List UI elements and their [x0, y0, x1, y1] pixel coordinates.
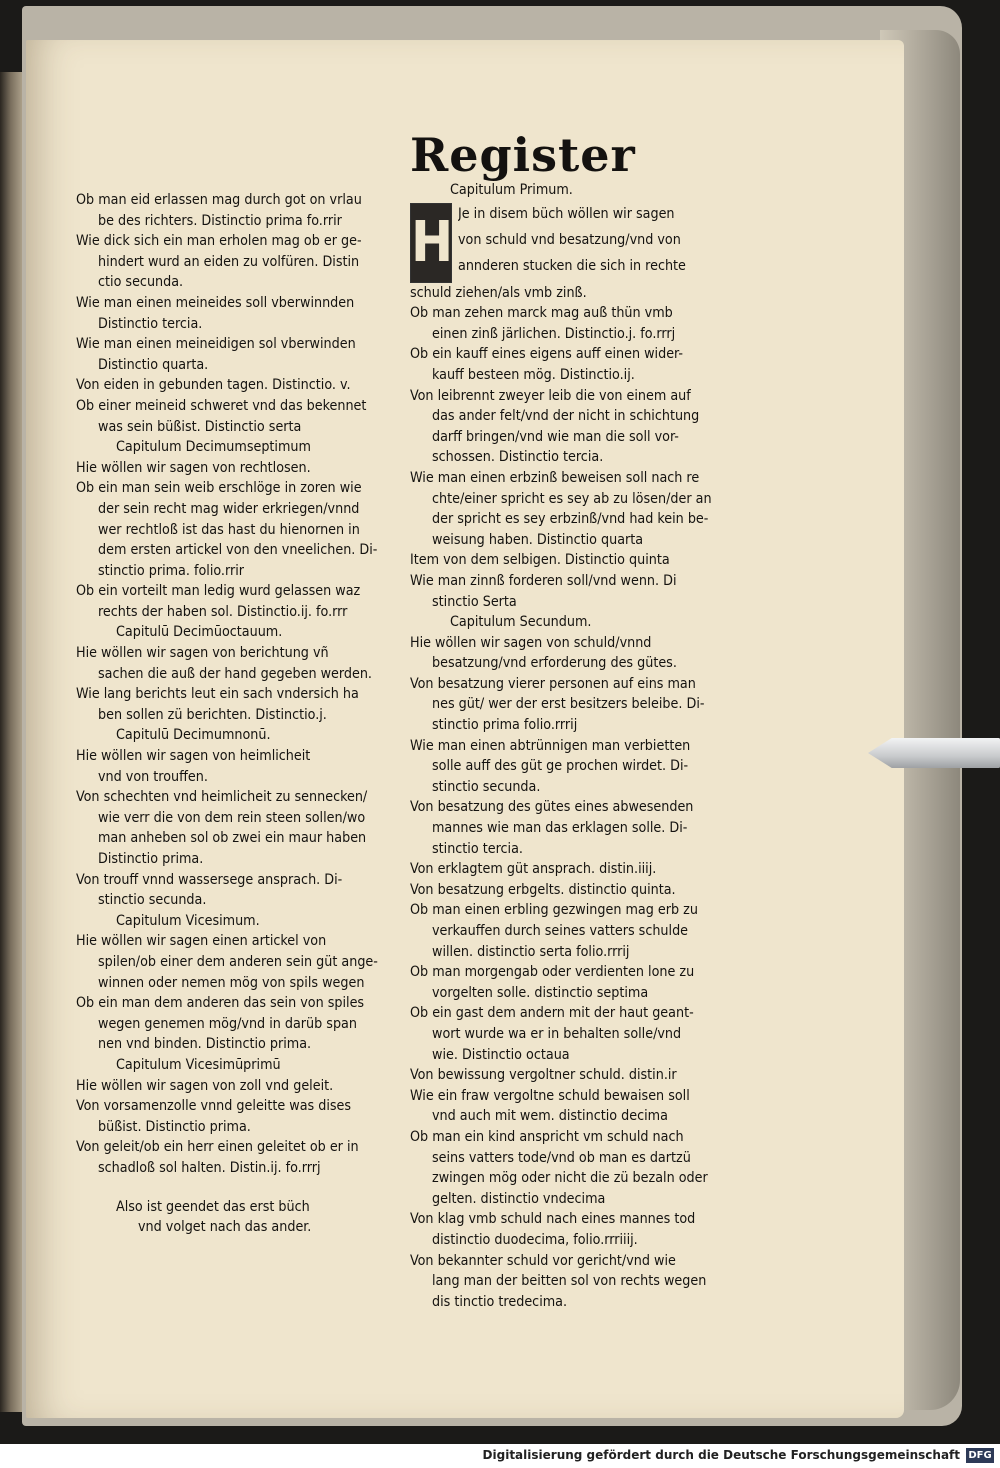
- register-line: Hie wöllen wir sagen von heimlicheit: [76, 748, 311, 765]
- closing-line: Also ist geendet das erst büch: [116, 1198, 310, 1215]
- chapter-heading: Capitulū Decimūoctauum.: [116, 624, 283, 641]
- footer-credit: Digitalisierung gefördert durch die Deutsche Forschungsgemeinschaft: [482, 1448, 960, 1462]
- register-line: stinctio prima. folio.rrir: [98, 562, 245, 579]
- register-line: Wie ein fraw vergoltne schuld bewaisen soll: [410, 1087, 690, 1104]
- register-line: Item von dem selbigen. Distinctio quinta: [410, 552, 670, 569]
- intro-lines: [410, 201, 730, 279]
- register-line: das ander felt/vnd der nicht in schichtung: [432, 408, 700, 425]
- register-line: Ob ein man sein weib erschlöge in zoren wie: [76, 480, 362, 497]
- register-line: weisung haben. Distinctio quarta: [432, 531, 644, 548]
- register-line: Distinctio tercia.: [98, 315, 203, 332]
- closing-line: vnd volget nach das ander.: [138, 1219, 312, 1236]
- register-line: dem ersten artickel von den vneelichen. Di-: [98, 542, 378, 559]
- register-line: stinctio prima folio.rrrij: [432, 717, 578, 734]
- register-line: darff bringen/vnd wie man die soll vor-: [432, 428, 679, 445]
- right-lines: [410, 283, 730, 1313]
- register-line: Von besatzung erbgelts. distinctio quinta.: [410, 881, 676, 898]
- register-line: Von leibrennt zweyer leib die von einem auf: [410, 387, 691, 404]
- register-line: Distinctio quarta.: [98, 356, 209, 373]
- register-line: vnd auch mit wem. distinctio decima: [432, 1108, 668, 1125]
- register-line: Ob ein vorteilt man ledig wurd gelassen waz: [76, 583, 361, 600]
- register-line: wort wurde wa er in behalten solle/vnd: [432, 1025, 682, 1042]
- intro-line: annderen stucken die sich in rechte: [458, 257, 686, 274]
- chapter-heading: Capitulum Secundum.: [450, 614, 592, 631]
- register-line: ctio secunda.: [98, 274, 184, 291]
- closing-note: [76, 1197, 398, 1238]
- register-line: be des richters. Distinctio prima fo.rrir: [98, 212, 342, 229]
- register-line: Ob man zehen marck mag auß thün vmb: [410, 305, 673, 322]
- register-line: Hie wöllen wir sagen von rechtlosen.: [76, 459, 311, 476]
- register-line: zwingen mög oder nicht die zü bezaln oder: [432, 1170, 708, 1187]
- register-line: Ob man einen erbling gezwingen mag erb zu: [410, 902, 698, 919]
- register-line: schadloß sol halten. Distin.ij. fo.rrrj: [98, 1159, 321, 1176]
- register-line: seins vatters tode/vnd ob man es dartzü: [432, 1149, 691, 1166]
- register-line: Wie man einen abtrünnigen man verbietten: [410, 737, 691, 754]
- register-line: winnen oder nemen mög von spils wegen: [98, 974, 365, 991]
- register-line: Ob man morgengab oder verdienten lone zu: [410, 964, 695, 981]
- register-line: Wie dick sich ein man erholen mag ob er ge-: [76, 233, 362, 250]
- register-line: Hie wöllen wir sagen von zoll vnd geleit.: [76, 1077, 334, 1094]
- register-line: Von besatzung des gütes eines abwesenden: [410, 799, 694, 816]
- footer-bar: [0, 1444, 1000, 1468]
- register-line: hindert wurd an eiden zu volfüren. Distin: [98, 253, 360, 270]
- register-line: der sein recht mag wider erkriegen/vnnd: [98, 500, 360, 517]
- register-line: Von besatzung vierer personen auf eins man: [410, 675, 696, 692]
- page-marker-pointer: [868, 738, 1000, 768]
- register-line: Wie man einen erbzinß beweisen soll nach re: [410, 469, 700, 486]
- register-line: distinctio duodecima, folio.rrriiij.: [432, 1231, 638, 1248]
- intro-line: von schuld vnd besatzung/vnd von: [458, 231, 681, 248]
- chapter-heading: Capitulum Vicesimum.: [116, 912, 260, 929]
- register-line: verkauffen durch seines vatters schulde: [432, 923, 689, 939]
- register-line: sachen die auß der hand gegeben werden.: [98, 665, 372, 682]
- register-line: der spricht es sey erbzinß/vnd had kein be-: [432, 511, 709, 528]
- register-line: stinctio secunda.: [432, 778, 541, 795]
- register-line: Von geleit/ob ein herr einen geleitet ob er in: [76, 1139, 359, 1156]
- register-line: chte/einer spricht es sey ab zu lösen/der an: [432, 490, 712, 507]
- register-line: solle auff des güt ge prochen wirdet. Di-: [432, 758, 689, 775]
- register-line: Wie man zinnß forderen soll/vnd wenn. Di: [410, 572, 677, 589]
- chapter-heading: Capitulum Vicesimūprimū: [116, 1056, 281, 1073]
- register-line: Von bekannter schuld vor gericht/vnd wie: [410, 1252, 676, 1269]
- register-line: dis tinctio tredecima.: [432, 1293, 568, 1310]
- register-line: Von klag vmb schuld nach eines mannes tod: [410, 1211, 696, 1228]
- register-line: wegen genemen mög/vnd in darüb span: [98, 1015, 357, 1032]
- register-line: Von vorsamenzolle vnnd geleitte was dises: [76, 1098, 352, 1115]
- register-line: Wie man einen meineidigen sol vberwinden: [76, 336, 356, 353]
- register-line: stinctio Serta: [432, 593, 517, 610]
- register-line: einen zinß järlichen. Distinctio.j. fo.rrrj: [432, 325, 676, 342]
- register-line: Von eiden in gebunden tagen. Distinctio. v.: [76, 377, 351, 394]
- register-line: was sein büßist. Distinctio serta: [98, 418, 302, 435]
- register-line: spilen/ob einer dem anderen sein güt ange-: [98, 953, 378, 970]
- register-line: Ob man ein kind anspricht vm schuld nach: [410, 1128, 684, 1145]
- register-line: schuld ziehen/als vmb zinß.: [410, 284, 587, 301]
- register-line: Von schechten vnd heimlicheit zu sennecken/: [76, 789, 368, 806]
- register-line: man anheben sol ob zwei ein maur haben: [98, 830, 367, 847]
- register-line: schossen. Distinctio tercia.: [432, 449, 604, 466]
- register-line: Wie lang berichts leut ein sach vndersich ha: [76, 686, 359, 703]
- register-line: gelten. distinctio vndecima: [432, 1190, 606, 1207]
- register-line: stinctio secunda.: [98, 892, 207, 909]
- left-column: [76, 190, 398, 1238]
- register-line: vnd von trouffen.: [98, 768, 208, 785]
- register-line: Hie wöllen wir sagen von berichtung vñ: [76, 645, 329, 662]
- register-line: Wie man einen meineides soll vberwinnden: [76, 294, 355, 311]
- chapter-heading: Capitulum Decimumseptimum: [116, 439, 311, 456]
- register-line: willen. distinctio serta folio.rrrij: [432, 943, 630, 960]
- register-line: nen vnd binden. Distinctio prima.: [98, 1036, 312, 1053]
- dfg-logo: DFG: [966, 1448, 994, 1463]
- register-line: Von trouff vnnd wassersege ansprach. Di-: [76, 871, 343, 888]
- register-line: Hie wöllen wir sagen von schuld/vnnd: [410, 634, 652, 651]
- right-column: [410, 180, 730, 1312]
- page-title: Register: [410, 128, 636, 182]
- register-line: büßist. Distinctio prima.: [98, 1118, 251, 1135]
- register-line: nes güt/ wer der erst besitzers beleibe. Di-: [432, 696, 705, 713]
- register-line: Ob einer meineid schweret vnd das bekennet: [76, 397, 367, 414]
- register-line: Hie wöllen wir sagen einen artickel von: [76, 933, 327, 950]
- register-line: lang man der beitten sol von rechts wegen: [432, 1273, 707, 1290]
- register-line: Ob ein man dem anderen das sein von spiles: [76, 995, 365, 1012]
- initial-block: [410, 201, 730, 279]
- register-line: vorgelten solle. distinctio septima: [432, 984, 649, 1001]
- register-line: kauff besteen mög. Distinctio.ij.: [432, 366, 635, 383]
- chapter-heading: Capitulum Primum.: [450, 182, 573, 198]
- register-line: rechts der haben sol. Distinctio.ij. fo.rrr: [98, 603, 348, 620]
- register-line: Ob ein gast dem andern mit der haut geant-: [410, 1005, 694, 1022]
- register-line: Von bewissung vergoltner schuld. distin.ir: [410, 1067, 677, 1084]
- register-line: Ob ein kauff eines eigens auff einen wider-: [410, 346, 683, 363]
- register-line: Von erklagtem güt ansprach. distin.iiij.: [410, 861, 657, 878]
- register-line: wie. Distinctio octaua: [432, 1046, 570, 1063]
- register-line: wie verr die von dem rein steen sollen/wo: [98, 809, 366, 826]
- register-line: stinctio tercia.: [432, 840, 523, 857]
- register-line: ben sollen zü berichten. Distinctio.j.: [98, 706, 327, 723]
- register-line: wer rechtloß ist das hast du hienornen in: [98, 521, 360, 538]
- register-line: Ob man eid erlassen mag durch got on vrlau: [76, 192, 362, 208]
- register-line: mannes wie man das erklagen solle. Di-: [432, 820, 688, 837]
- register-line: besatzung/vnd erforderung des gütes.: [432, 655, 677, 672]
- intro-line: Je in disem büch wöllen wir sagen: [458, 205, 675, 222]
- chapter-heading: Capitulū Decimumnonū.: [116, 727, 271, 744]
- register-line: Distinctio prima.: [98, 851, 204, 867]
- initial-letter: H: [410, 203, 452, 283]
